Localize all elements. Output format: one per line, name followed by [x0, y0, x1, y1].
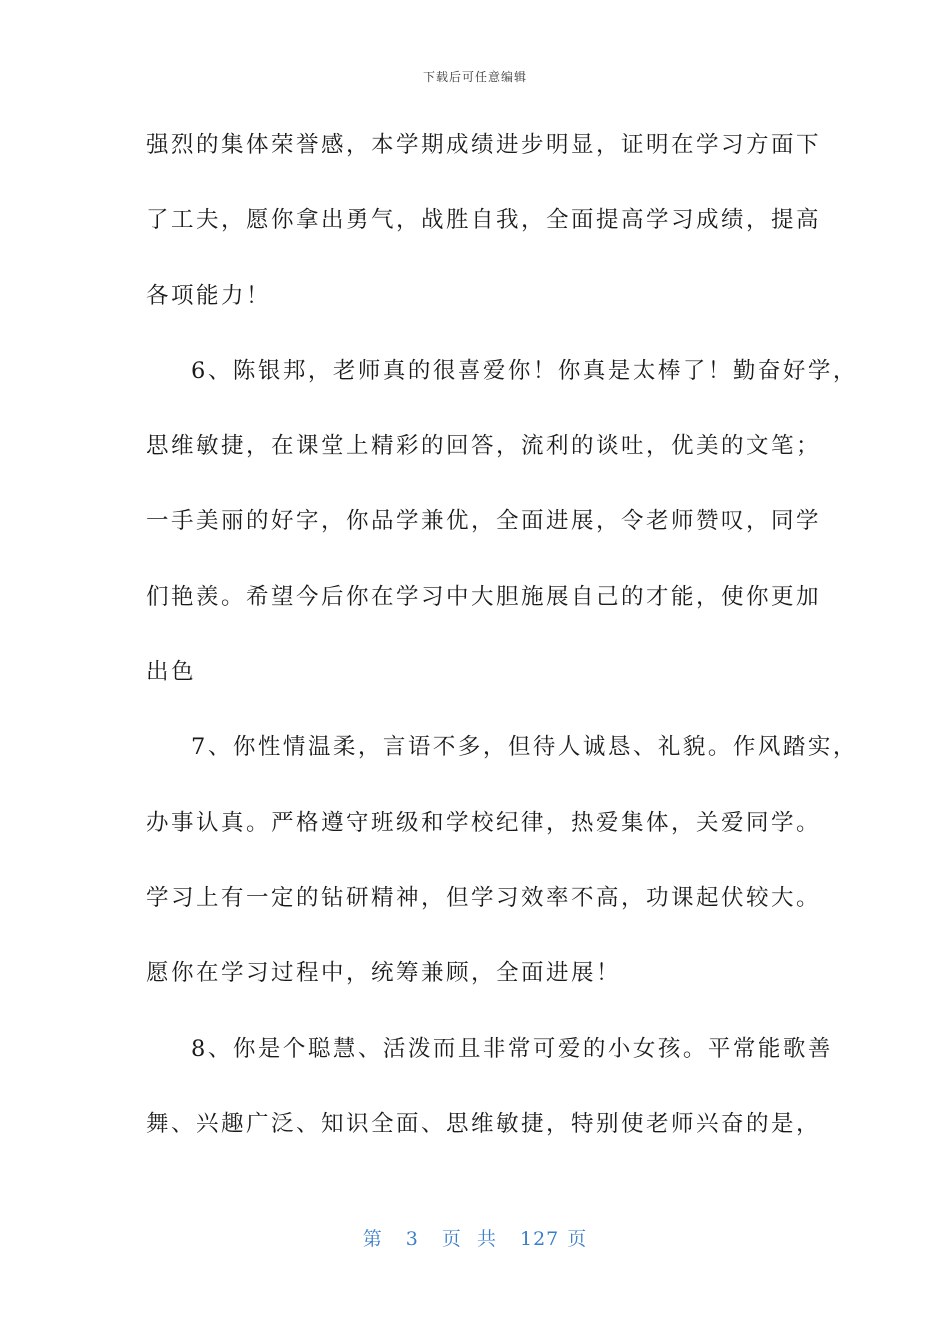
- text-line: 思维敏捷，在课堂上精彩的回答，流利的谈吐，优美的文笔；: [146, 433, 822, 460]
- paragraph-start-line: 8、你是个聪慧、活泼而且非常可爱的小女孩。平常能歌善: [191, 1035, 833, 1062]
- footer-middle: 页 共: [441, 1228, 497, 1250]
- text-line: 强烈的集体荣誉感，本学期成绩进步明显，证明在学习方面下: [146, 132, 822, 158]
- text-line: 各项能力！: [146, 282, 272, 309]
- text-line: 出色: [146, 659, 197, 686]
- text-line: 舞、兴趣广泛、知识全面、思维敏捷，特别使老师兴奋的是，: [146, 1110, 822, 1137]
- text-line: 学习上有一定的钻研精神，但学习效率不高，功课起伏较大。: [146, 884, 822, 911]
- paragraph-start-line: 6、陈银邦，老师真的很喜爱你！你真是太棒了！勤奋好学，: [191, 357, 858, 384]
- page-header: 下载后可任意编辑: [422, 70, 527, 84]
- page-footer: [0, 1224, 950, 1251]
- footer-suffix: 页: [567, 1228, 588, 1250]
- total-pages: 127: [520, 1228, 560, 1250]
- document-body: [146, 126, 858, 1180]
- text-line: 愿你在学习过程中，统筹兼顾，全面进展！: [146, 960, 622, 987]
- text-line: 办事认真。严格遵守班级和学校纪律，热爱集体，关爱同学。: [146, 809, 822, 836]
- text-line: 了工夫，愿你拿出勇气，战胜自我，全面提高学习成绩，提高: [146, 207, 822, 234]
- footer-prefix: 第: [362, 1228, 383, 1250]
- current-page-number: 3: [405, 1228, 419, 1250]
- text-line: 们艳羡。希望今后你在学习中大胆施展自己的才能，使你更加: [146, 583, 822, 610]
- text-line: 一手美丽的好字，你品学兼优，全面进展，令老师赞叹，同学: [146, 508, 822, 535]
- paragraph-start-line: 7、你性情温柔，言语不多，但待人诚恳、礼貌。作风踏实，: [191, 734, 858, 761]
